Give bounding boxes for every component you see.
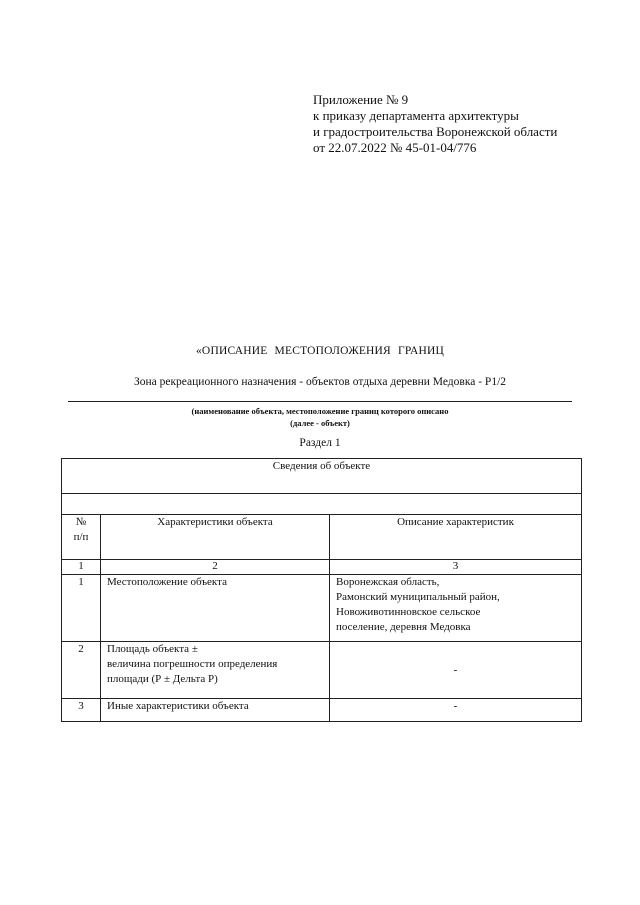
header-number-label: № п/п bbox=[73, 516, 89, 543]
row-characteristic: Иные характеристики объекта bbox=[101, 699, 330, 722]
appendix-line: и градостроительства Воронежской области bbox=[313, 124, 558, 139]
appendix-line: к приказу департамента архитектуры bbox=[313, 108, 519, 123]
cell-line: Новоживотинновское сельское bbox=[336, 606, 481, 618]
underline-divider bbox=[68, 401, 572, 402]
object-info-table bbox=[61, 458, 582, 722]
cell-line: Воронежская область, bbox=[336, 576, 440, 588]
header-description: Описание характеристик bbox=[330, 515, 582, 560]
row-description: - bbox=[330, 642, 582, 699]
table-row bbox=[62, 575, 582, 642]
cell-line: площади (Р ± Дельта Р) bbox=[107, 673, 218, 685]
document-title: «ОПИСАНИЕ МЕСТОПОЛОЖЕНИЯ ГРАНИЦ bbox=[195, 345, 444, 357]
row-description: - bbox=[330, 699, 582, 722]
row-characteristic bbox=[101, 575, 330, 642]
table-row bbox=[62, 699, 582, 722]
row-number: 2 bbox=[62, 642, 101, 699]
column-number-row bbox=[62, 560, 582, 575]
table-title: Сведения об объекте bbox=[62, 459, 582, 494]
row-number: 3 bbox=[62, 699, 101, 722]
cell-line: поселение, деревня Медовка bbox=[336, 621, 471, 633]
table-title-row bbox=[62, 459, 582, 494]
column-number: 3 bbox=[330, 560, 582, 575]
cell-line: Рамонский муниципальный район, bbox=[336, 591, 500, 603]
table-header-row bbox=[62, 515, 582, 560]
column-number: 2 bbox=[101, 560, 330, 575]
object-caption bbox=[62, 405, 578, 429]
blank-cell bbox=[62, 494, 582, 515]
table-row bbox=[62, 642, 582, 699]
appendix-line: от 22.07.2022 № 45-01-04/776 bbox=[313, 140, 477, 155]
row-number: 1 bbox=[62, 575, 101, 642]
column-number: 1 bbox=[62, 560, 101, 575]
object-name: Зона рекреационного назначения - объектов отдыха деревни Медовка - Р1/2 bbox=[133, 376, 507, 388]
cell-line: Местоположение объекта bbox=[107, 576, 227, 588]
section-heading: Раздел 1 bbox=[299, 437, 341, 449]
table-blank-row bbox=[62, 494, 582, 515]
row-description bbox=[330, 575, 582, 642]
header-characteristic: Характеристики объекта bbox=[101, 515, 330, 560]
cell-line: величина погрешности определения bbox=[107, 658, 278, 670]
appendix-block bbox=[313, 92, 557, 156]
row-characteristic bbox=[101, 642, 330, 699]
appendix-line: Приложение № 9 bbox=[313, 92, 409, 107]
caption-line: (далее - объект) bbox=[290, 418, 350, 428]
cell-line: Площадь объекта ± bbox=[107, 643, 198, 655]
header-number bbox=[62, 515, 101, 560]
caption-line: (наименование объекта, местоположение границ которого описано bbox=[191, 406, 449, 416]
